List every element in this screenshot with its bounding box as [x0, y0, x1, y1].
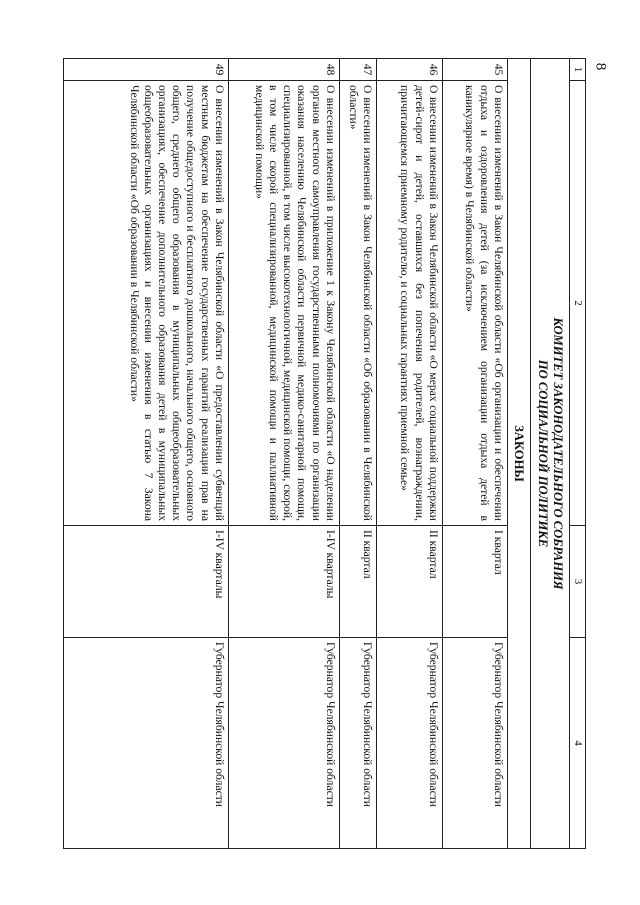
- table-row: [63, 59, 228, 849]
- row-title: О внесении изменений в Закон Челябинской области «Об образовании в Челябинской области»: [339, 81, 376, 526]
- section-heading: [531, 59, 570, 849]
- row-number: 45: [442, 59, 507, 81]
- row-number: 48: [228, 59, 339, 81]
- rotated-sheet: [0, 58, 586, 808]
- column-number-row: [570, 59, 586, 849]
- row-author: Губернатор Челябинской области: [442, 638, 507, 849]
- row-title: О внесении изменений в Закон Челябинской области «Об организации и обеспечении отдыха и оздоровления детей (за исключением организации отдыха детей в каникулярное время) в Челябинской области»: [442, 81, 507, 526]
- row-author: Губернатор Челябинской области: [63, 638, 228, 849]
- page-number: 8: [592, 62, 609, 71]
- row-period: I-IV кварталы: [63, 526, 228, 638]
- column-number-2: 2: [570, 81, 586, 526]
- row-title: О внесении изменений в приложение 1 к Закону Челябинской области «О наделении органов местного самоуправления государственными полномочиями по организации оказания населению Челябинской области первичной медико-санитарной помощи, специализированной, в том числе высокотехнологичной, медицинской помощи, скорой, в том числе скорой специализированной, медицинской помощи и паллиативной медицинской помощи»: [228, 81, 339, 526]
- row-period: I квартал: [442, 526, 507, 638]
- row-period: II квартал: [339, 526, 376, 638]
- column-number-4: 4: [570, 638, 586, 849]
- table-row: [339, 59, 376, 849]
- legislative-plan-table: [63, 58, 586, 849]
- row-number: 47: [339, 59, 376, 81]
- row-number: 49: [63, 59, 228, 81]
- subsection-heading: ЗАКОНЫ: [507, 59, 530, 849]
- section-title-line2: ПО СОЦИАЛЬНОЙ ПОЛИТИКЕ: [536, 359, 550, 548]
- row-period: I-IV кварталы: [228, 526, 339, 638]
- section-heading-row: [531, 59, 570, 849]
- row-period: II квартал: [376, 526, 442, 638]
- row-title: О внесении изменений в Закон Челябинской области «О мерах социальной поддержки детей-сирот и детей, оставшихся без попечения родителей, вознаграждении, причитающемся приемному родителю, и социальных гарантиях приемной семье»: [376, 81, 442, 526]
- table-row: [442, 59, 507, 849]
- column-number-1: 1: [570, 59, 586, 81]
- table-row: [376, 59, 442, 849]
- section-title-line1: КОМИТЕТ ЗАКОНОДАТЕЛЬНОГО СОБРАНИЯ: [551, 317, 565, 590]
- row-author: Губернатор Челябинской области: [339, 638, 376, 849]
- column-number-3: 3: [570, 526, 586, 638]
- row-title: О внесении изменений в Закон Челябинской области «О предоставлении субвенций местным бюджетам на обеспечение государственных гарантий реализации прав на получение общедоступного и бесплатного дошкольного, начального общего, основного общего, среднего общего образования в муниципальных общеобразовательных организациях, обеспечение дополнительного образования детей в муниципальных общеобразовательных организациях и внесении изменения в статью 7 Закона Челябинской области «Об образовании в Челябинской области»: [63, 81, 228, 526]
- row-author: Губернатор Челябинской области: [376, 638, 442, 849]
- row-number: 46: [376, 59, 442, 81]
- row-author: Губернатор Челябинской области: [228, 638, 339, 849]
- table-row: [228, 59, 339, 849]
- subsection-heading-row: [507, 59, 530, 849]
